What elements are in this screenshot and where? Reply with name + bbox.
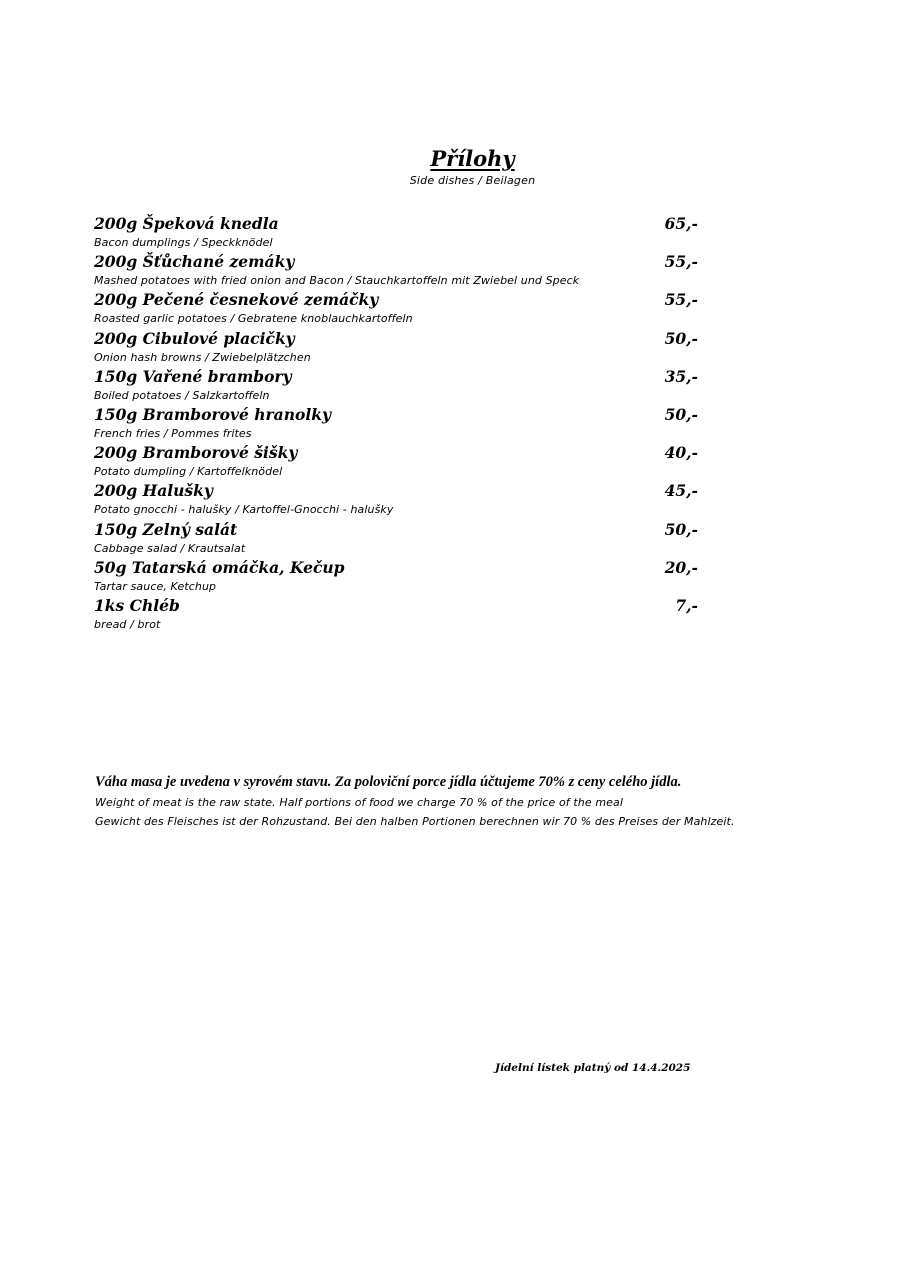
item-description: Potato gnocchi - halušky / Kartoffel-Gnocchi - halušky — [94, 503, 394, 517]
item-name: 200g Cibulové placičky — [94, 328, 295, 348]
item-description: Tartar sauce, Ketchup — [94, 579, 217, 593]
item-price: 65,- — [664, 214, 698, 233]
menu-item — [94, 329, 714, 367]
menu-item — [94, 290, 714, 328]
item-name: 150g Vařené brambory — [94, 366, 292, 386]
item-description: bread / brot — [94, 617, 161, 631]
menu-item — [94, 214, 714, 252]
item-description: Potato dumpling / Kartoffelknödel — [94, 465, 283, 479]
item-price: 35,- — [664, 366, 698, 386]
meat-weight-note-cz: Váha masa je uvedena v syrovém stavu. Za poloviční porce jídla účtujeme 70% z ceny celého jídla. — [95, 774, 682, 790]
item-name: 200g Bramborové šišky — [94, 443, 298, 463]
menu-item — [94, 367, 714, 405]
item-price: 45,- — [664, 481, 698, 501]
item-price: 20,- — [664, 557, 698, 577]
item-name: 150g Zelný salát — [94, 519, 238, 539]
meat-weight-note-en: Weight of meat is the raw state. Half portions of food we charge 70 % of the price of the meal — [95, 796, 624, 809]
item-price: 55,- — [664, 252, 698, 272]
item-description: Mashed potatoes with fried onion and Bacon / Stauchkartoffeln mit Zwiebel und Speck — [94, 274, 580, 288]
item-description: Cabbage salad / Krautsalat — [94, 541, 246, 555]
menu-item — [94, 558, 714, 596]
item-price: 40,- — [664, 443, 698, 463]
item-name: 50g Tatarská omáčka, Kečup — [94, 557, 345, 577]
item-name: 150g Bramborové hranolky — [94, 404, 331, 424]
item-description: Onion hash browns / Zwiebelplätzchen — [94, 350, 311, 364]
menu-item — [94, 596, 714, 634]
page-subtitle: Side dishes / Beilagen — [409, 174, 536, 187]
item-name: 1ks Chléb — [94, 595, 180, 615]
page-title: Přílohy — [430, 146, 515, 171]
item-price: 55,- — [664, 290, 698, 310]
menu-items-list — [94, 214, 714, 634]
item-description: Bacon dumplings / Speckknödel — [94, 236, 273, 249]
menu-item — [94, 405, 714, 443]
menu-validity-date: Jídelní lístek platný od 14.4.2025 — [495, 1062, 691, 1074]
menu-item — [94, 252, 714, 290]
item-price: 7,- — [675, 595, 698, 615]
item-name: 200g Halušky — [94, 481, 213, 501]
menu-item — [94, 520, 714, 558]
item-name: 200g Špeková knedla — [94, 214, 279, 233]
item-description: French fries / Pommes frites — [94, 426, 252, 440]
item-name: 200g Pečené česnekové zemáčky — [94, 290, 379, 310]
item-price: 50,- — [664, 328, 698, 348]
item-price: 50,- — [664, 519, 698, 539]
item-description: Boiled potatoes / Salzkartoffeln — [94, 388, 270, 402]
menu-item — [94, 481, 714, 519]
menu-item — [94, 443, 714, 481]
meat-weight-note-de: Gewicht des Fleisches ist der Rohzustand. Bei den halben Portionen berechnen wir 70 % des Preises der Mahlzeit. — [95, 815, 735, 828]
item-description: Roasted garlic potatoes / Gebratene knoblauchkartoffeln — [94, 312, 413, 326]
item-name: 200g Šťůchané zemáky — [94, 252, 295, 272]
item-price: 50,- — [664, 404, 698, 424]
